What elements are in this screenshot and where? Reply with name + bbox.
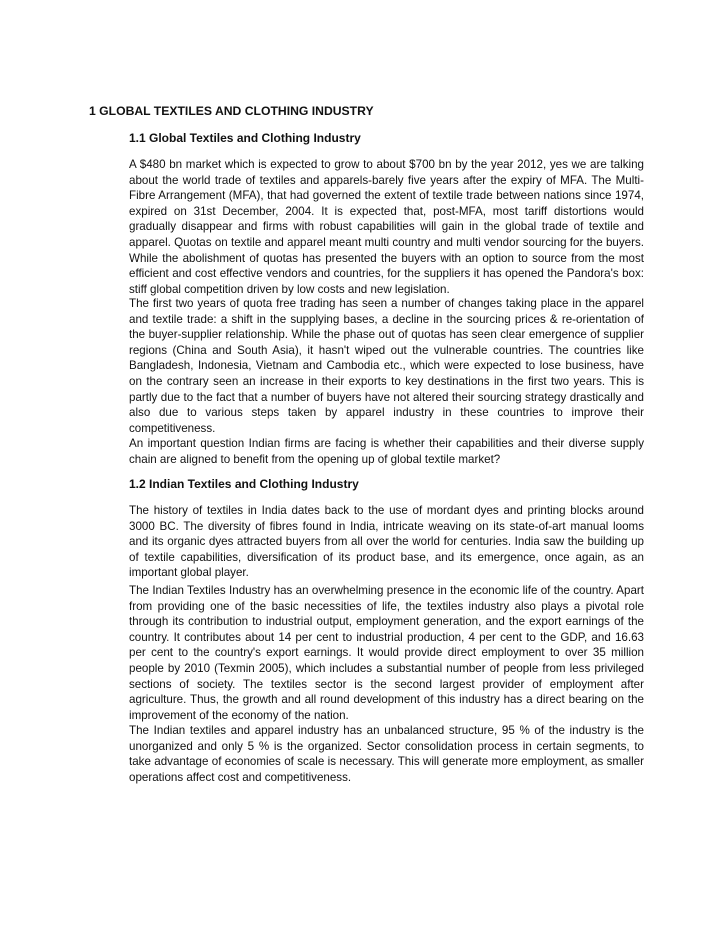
paragraph-1-2-c: The Indian textiles and apparel industry has an unbalanced structure, 95 % of the industry is the unorganized and only 5 % is the organized. Sector consolidation process in certain segments, to take advantage of economies of scale is necessary. This will generate more employment, as smaller operations affect cost and competitiveness. — [129, 724, 644, 784]
section-heading-1-2: 1.2 Indian Textiles and Clothing Industry — [129, 477, 359, 491]
paragraph-1-1-c: An important question Indian firms are facing is whether their capabilities and their diverse supply chain are aligned to benefit from the opening up of global textile market? — [129, 437, 644, 466]
paragraph-1-2-a: The history of textiles in India dates back to the use of mordant dyes and printing blocks around 3000 BC. The diversity of fibres found in India, intricate weaving on its state-of-art manual looms and its organic dyes attracted buyers from all over the world for centuries. India saw the building up of textile capabilities, diversification of its product base, and its emergence, once again, as an important global player. — [129, 504, 644, 580]
paragraph-1-1-a: A $480 bn market which is expected to grow to about $700 bn by the year 2012, yes we are talking about the world trade of textiles and apparels-barely five years after the expiry of MFA. The Multi-Fibre Arrangement (MFA), that had governed the extent of textile trade between nations since 1974, expired on 31st December, 2004. It is expected that, post-MFA, most tariff distortions would gradually disappear and firms with robust capabilities will gain in the global trade of textile and apparel. Quotas on textile and apparel meant multi country and multi vendor sourcing for the buyers. While the abolishment of quotas has presented the buyers with an option to source from the most efficient and cost effective vendors and countries, for the suppliers it has opened the Pandora's box: stiff global competition driven by low costs and new legislation. — [129, 158, 644, 296]
paragraph-1-2-b: The Indian Textiles Industry has an overwhelming presence in the economic life of the country. Apart from providing one of the basic necessities of life, the textiles industry also plays a pivotal role through its contribution to industrial output, employment generation, and the export earnings of the country. It contributes about 14 per cent to industrial production, 4 per cent to the GDP, and 16.63 per cent to the country's export earnings. It would provide direct employment to over 35 million people by 2010 (Texmin 2005), which includes a substantial number of people from less privileged sections of society. The textiles sector is the second largest provider of employment after agriculture. Thus, the growth and all round development of this industry has a direct bearing on the improvement of the economy of the nation. — [129, 584, 644, 722]
section-heading-1-1: 1.1 Global Textiles and Clothing Industry — [129, 131, 361, 145]
chapter-heading: 1 GLOBAL TEXTILES AND CLOTHING INDUSTRY — [89, 104, 374, 118]
paragraph-1-1-b: The first two years of quota free trading has seen a number of changes taking place in the apparel and textile trade: a shift in the supplying bases, a decline in the sourcing prices & re-orientation of the buyer-supplier relationship. While the phase out of quotas has seen clear emergence of supplier regions (China and South Asia), it hasn't wiped out the vulnerable countries. The countries like Bangladesh, Indonesia, Vietnam and Cambodia etc., which were expected to lose business, have on the contrary seen an increase in their exports to key destinations in the first two years. This is partly due to the fact that a number of buyers have not altered their sourcing strategy drastically and also due to various steps taken by apparel industry in these countries to improve their competitiveness. — [129, 297, 644, 435]
